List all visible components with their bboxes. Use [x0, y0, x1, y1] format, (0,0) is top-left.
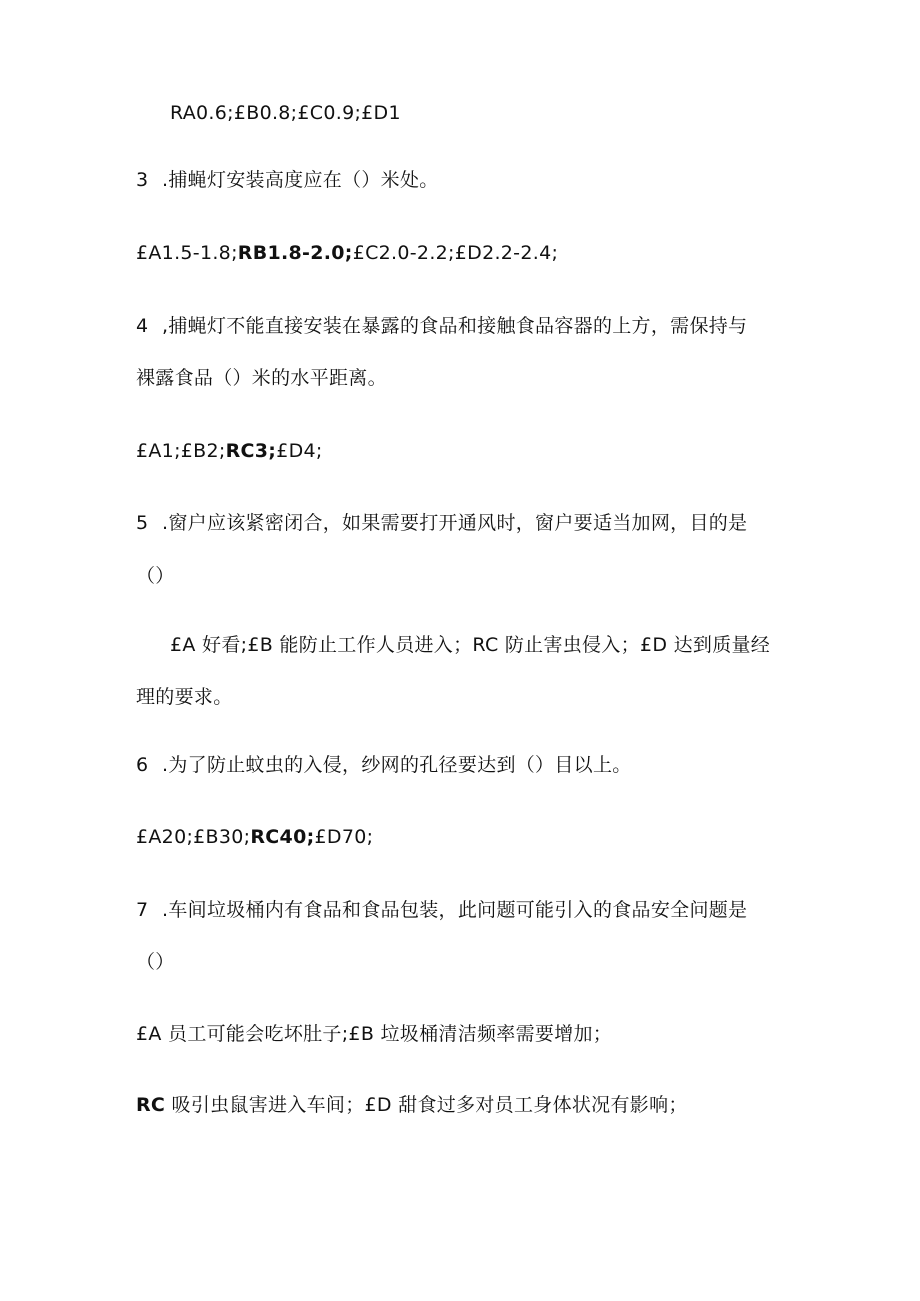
- question-text: .窗户应该紧密闭合，如果需要打开通风时，窗户要适当加网，目的是: [162, 512, 748, 534]
- question-5: [136, 511, 747, 535]
- question-7: [136, 898, 747, 922]
- question-text: .为了防止蚊虫的入侵，纱网的孔径要达到（）目以上。: [162, 754, 632, 776]
- question-6: [136, 753, 632, 777]
- option-cd: £C2.0-2.2;£D2.2-2.4;: [352, 242, 559, 264]
- option-b-correct: RB1.8-2.0;: [237, 242, 353, 264]
- question-5-cont: （）: [136, 565, 175, 587]
- option-d: £D4;: [276, 440, 323, 462]
- question-4: [136, 314, 747, 338]
- question-4-cont: 裸露食品（）米的水平距离。: [136, 367, 387, 389]
- question-3: [136, 168, 439, 192]
- q5-options-cont: 理的要求。: [136, 686, 233, 708]
- q5-options: £A 好看;£B 能防止工作人员进入；RC 防止害虫侵入；£D 达到质量经: [170, 634, 771, 656]
- question-7-cont: （）: [136, 951, 175, 973]
- option-text: 吸引虫鼠害进入车间；£D 甜食过多对员工身体状况有影响；: [165, 1094, 688, 1116]
- q6-options: [136, 825, 373, 849]
- question-text: .捕蝇灯安装高度应在（）米处。: [162, 169, 439, 191]
- question-number: 6: [136, 754, 149, 776]
- q7-options-cont: [136, 1093, 688, 1117]
- option-a: £A1.5-1.8;: [136, 242, 238, 264]
- option-c-correct: RC3;: [225, 440, 277, 462]
- option-ab: £A1;£B2;: [136, 440, 226, 462]
- q3-options: [136, 241, 558, 265]
- option-c-correct: RC40;: [250, 826, 315, 848]
- question-number: 5: [136, 512, 149, 534]
- question-text: ,捕蝇灯不能直接安装在暴露的食品和接触食品容器的上方，需保持与: [162, 315, 748, 337]
- option-ab: £A20;£B30;: [136, 826, 251, 848]
- q7-options: £A 员工可能会吃坏肚子;£B 垃圾桶清洁频率需要增加；: [136, 1023, 613, 1045]
- question-number: 3: [136, 169, 149, 191]
- option-d: £D70;: [314, 826, 374, 848]
- question-number: 7: [136, 899, 149, 921]
- question-number: 4: [136, 315, 149, 337]
- option-c-correct: RC: [136, 1094, 166, 1116]
- question-text: .车间垃圾桶内有食品和食品包装，此问题可能引入的食品安全问题是: [162, 899, 748, 921]
- q2-options: RA0.6;£B0.8;£C0.9;£D1: [170, 102, 401, 124]
- q4-options: [136, 439, 323, 463]
